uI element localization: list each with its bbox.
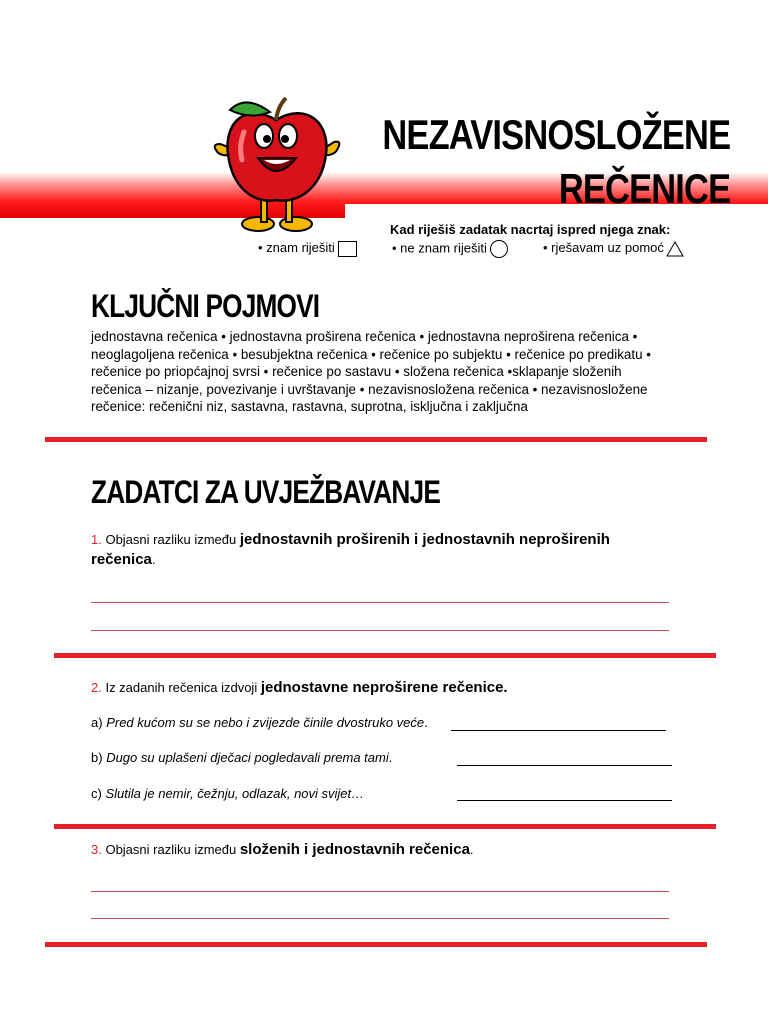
answer-line[interactable] [457,800,672,801]
legend-label: • znam riješiti [258,240,335,255]
task-3 [91,840,671,860]
task-end: . [469,842,474,857]
task-1 [91,530,671,570]
task-intro: Iz zadanih rečenica izdvoji [101,680,261,695]
key-terms-text: jednostavna rečenica • jednostavna proširena rečenica • jednostavna neproširena rečenica • neoglagoljena rečenica • besubjektna rečenica • rečenice po subjektu • rečenice po predikatu • rečenice po priopćajnoj svrsi • rečenice po sastavu • složena rečenica •sklapanje složenih rečenica – nizanje, povezivanje i uvrštavanje • nezavisnosložena rečenica • nezavisnosložene rečenice: rečenični niz, sastavna, rastavna, suprotna, isključna i zaključna [91,329,651,415]
legend-item-dont-know [392,240,508,258]
legend-item-with-help [543,240,684,257]
page-title [382,108,730,216]
task-intro: Objasni razliku između [101,842,240,857]
task-2 [91,678,671,698]
key-terms-heading: KLJUČNI POJMOVI [91,288,320,324]
title-line-2: REČENICE [558,165,730,212]
triangle-icon [666,241,684,257]
answer-line[interactable] [457,765,672,766]
sentence-text: Dugo su uplašeni dječaci pogledavali prema tami [106,750,389,765]
sentence-b [91,750,392,765]
legend-label: • ne znam riješiti [392,240,487,256]
answer-line[interactable] [451,730,666,731]
answer-line[interactable] [91,891,669,892]
task-number: 1. [91,532,102,547]
sentence-label: c) [91,786,102,801]
legend-heading: Kad riješiš zadatak nacrtaj ispred njega znak: [390,222,671,237]
legend-label: • rješavam uz pomoć [543,240,664,255]
divider [45,942,707,947]
circle-icon [490,240,508,258]
task-end: . [151,552,156,567]
divider [54,653,716,658]
exercises-heading: ZADATCI ZA UVJEŽBAVANJE [91,474,440,510]
divider [54,824,716,829]
sentence-text: Pred kućom su se nebo i zvijezde činile dvostruko veće [106,715,425,730]
divider [45,437,707,442]
title-line-1: NEZAVISNOSLOŽENE [382,111,730,158]
answer-line[interactable] [91,918,669,919]
task-intro: Objasni razliku između [101,532,240,547]
answer-line[interactable] [91,602,669,603]
sentence-text: Slutila je nemir, čežnju, odlazak, novi svijet… [105,786,365,801]
task-number: 3. [91,842,102,857]
square-icon [338,241,357,257]
task-emphasis: jednostavne neproširene rečenice. [260,679,508,696]
apple-mascot-icon [206,92,346,234]
sentence-end: . [388,750,393,765]
task-number: 2. [91,680,102,695]
sentence-c [91,786,364,801]
sentence-end: . [424,715,428,730]
sentence-label: b) [91,750,103,765]
answer-line[interactable] [91,630,669,631]
task-emphasis: jednostavnih proširenih i jednostavnih neproširenih rečenica [91,531,610,568]
legend-item-know [258,240,357,257]
task-emphasis: složenih i jednostavnih rečenica [239,841,470,858]
sentence-label: a) [91,715,103,730]
sentence-a [91,715,428,730]
